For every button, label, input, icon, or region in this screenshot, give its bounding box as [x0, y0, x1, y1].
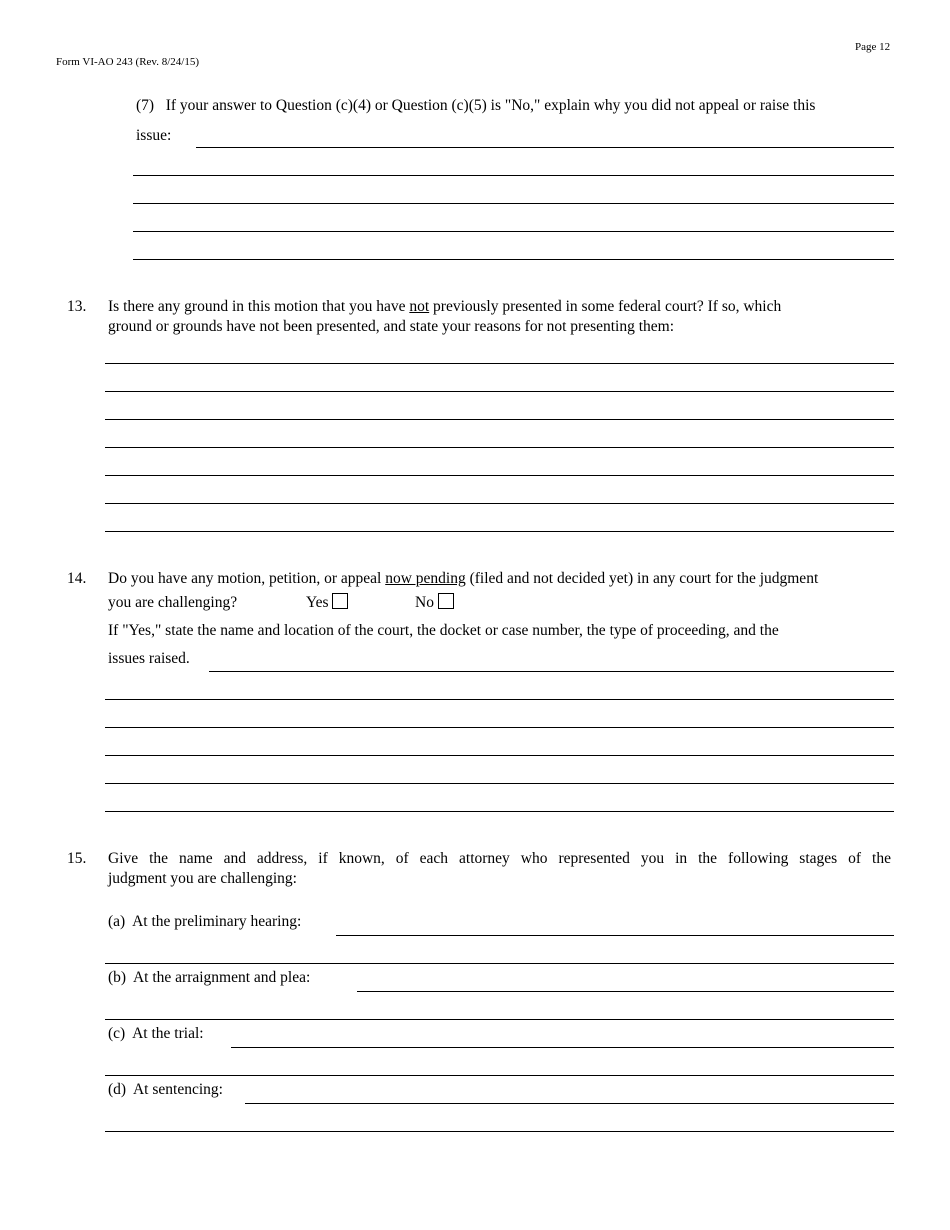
q13-answer-line[interactable] [105, 419, 894, 420]
q12-7-answer-line[interactable] [133, 203, 894, 204]
q15-item-d-letter: (d) [108, 1081, 127, 1098]
q15-item-d-line[interactable] [105, 1131, 894, 1132]
q14-yes-label: Yes [306, 594, 329, 611]
q13-text: Is there any ground in this motion that you have not previously presented in some federal court? If so, which [108, 298, 782, 315]
q12-7-issue-label: issue: [136, 127, 172, 144]
q13-answer-line[interactable] [105, 531, 894, 532]
q15-item-c-letter: (c) [108, 1025, 126, 1042]
q13-emphasis: not [409, 298, 430, 315]
q15-item-c [108, 1024, 204, 1044]
q13-answer-line[interactable] [105, 447, 894, 448]
q14-answer-line[interactable] [105, 783, 894, 784]
q13-answer-line[interactable] [105, 503, 894, 504]
page-number: Page 12 [855, 41, 891, 53]
q12-7-question: If your answer to Question (c)(4) or Question (c)(5) is "No," explain why you did not appeal or raise this [165, 97, 816, 114]
q13-answer-line[interactable] [105, 363, 894, 364]
q14-no-label: No [415, 594, 434, 611]
q15-item-b-letter: (b) [108, 969, 127, 986]
q14-issues-label: issues raised. [108, 650, 190, 667]
q13-text-line2: ground or grounds have not been presented, and state your reasons for not presenting them: [108, 318, 675, 335]
q15-item-d-line[interactable] [245, 1103, 894, 1104]
q15-item-b [108, 968, 310, 988]
q14-text: Do you have any motion, petition, or appeal now pending (filed and not decided yet) in any court for the judgment [108, 570, 819, 587]
q15-item-d-label: At sentencing: [132, 1081, 223, 1098]
q14-followup: If "Yes," state the name and location of the court, the docket or case number, the type of proceeding, and the [108, 622, 779, 639]
q12-7-answer-line[interactable] [196, 147, 894, 148]
q12-7-answer-line[interactable] [133, 231, 894, 232]
q15-text-line2: judgment you are challenging: [108, 870, 297, 887]
q15-item-c-line[interactable] [231, 1047, 894, 1048]
q15-item-a-letter: (a) [108, 913, 126, 930]
q15-item-a-line[interactable] [105, 963, 894, 964]
q14-answer-line[interactable] [105, 755, 894, 756]
q12-7-text [136, 96, 815, 116]
q14-answer-line[interactable] [105, 727, 894, 728]
q14-yes-option [306, 593, 348, 613]
q15-number: 15. [67, 850, 87, 867]
q14-answer-line[interactable] [105, 699, 894, 700]
form-id: Form VI-AO 243 (Rev. 8/24/15) [56, 56, 199, 68]
q15-text: Give the name and address, if known, of each attorney who represented you in the following stages of the [108, 850, 891, 867]
q12-7-number: (7) [136, 97, 155, 114]
q15-item-b-line[interactable] [357, 991, 894, 992]
q15-item-d [108, 1080, 223, 1100]
q12-7-answer-line[interactable] [133, 259, 894, 260]
q14-emphasis: now pending [385, 570, 466, 587]
q12-7-answer-line[interactable] [133, 175, 894, 176]
q13-number: 13. [67, 298, 87, 315]
q15-item-b-line[interactable] [105, 1019, 894, 1020]
q15-item-a-line[interactable] [336, 935, 894, 936]
q13-answer-line[interactable] [105, 391, 894, 392]
q14-no-checkbox[interactable] [438, 593, 454, 609]
q14-text-line2: you are challenging? [108, 594, 238, 611]
q15-item-a [108, 912, 301, 932]
q13-answer-line[interactable] [105, 475, 894, 476]
q14-yes-checkbox[interactable] [332, 593, 348, 609]
q14-no-option [415, 593, 454, 613]
q15-item-a-label: At the preliminary hearing: [132, 913, 302, 930]
q14-answer-line[interactable] [209, 671, 894, 672]
q15-item-c-label: At the trial: [132, 1025, 204, 1042]
q14-number: 14. [67, 570, 87, 587]
q15-item-c-line[interactable] [105, 1075, 894, 1076]
q15-item-b-label: At the arraignment and plea: [132, 969, 311, 986]
q14-answer-line[interactable] [105, 811, 894, 812]
